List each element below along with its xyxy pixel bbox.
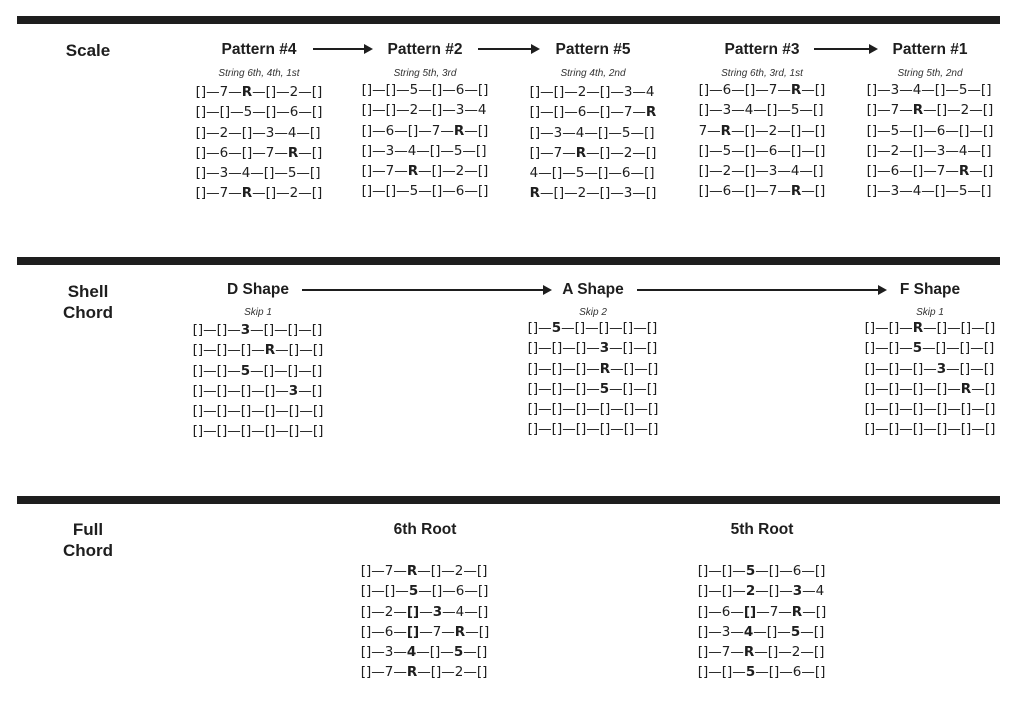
fret-row-5: []—3—4—[]—5—[] [360,644,488,661]
section-divider-scale [17,16,1000,24]
6th-root-title: 6th Root [393,521,457,538]
fret-row-2: []—3—4—[]—5—[] [698,102,824,119]
fret-row-3: 7—R—[]—2—[]—[] [698,122,826,139]
d-shape-subtitle: Skip 1 [244,307,272,318]
fret-row-5: []—2—[]—3—4—[] [698,163,824,180]
fret-row-5: 4—[]—5—[]—6—[] [529,165,655,182]
pattern-4-fretboard [196,82,323,204]
fret-row-3: []—[]—5—[]—[]—[] [192,362,323,379]
f-shape-fretboard [865,318,996,440]
pattern-2-title: Pattern #2 [387,41,463,58]
arrow-icon [302,284,552,296]
fret-row-3: []—3—4—[]—5—[] [529,124,655,141]
fret-row-6: []—6—[]—7—R—[] [698,183,826,200]
arrow-icon [637,284,887,296]
a-shape-title: A Shape [562,281,624,298]
fret-row-3: []—[]—[]—R—[]—[] [527,360,659,377]
fret-row-4: []—6—[]—7—R—[] [360,623,490,640]
fret-row-1: []—[]—5—[]—6—[] [361,82,489,98]
fret-row-3: []—2—[]—3—4—[] [195,124,321,141]
fret-row-6: []—7—R—[]—2—[] [360,664,488,681]
fret-row-1: []—[]—3—[]—[]—[] [192,322,323,338]
fret-row-4: []—2—[]—3—4—[] [866,142,992,159]
a-shape-subtitle: Skip 2 [579,307,607,318]
section-label-shell-chord: Shell Chord [62,282,114,322]
pattern-3-subtitle: String 6th, 3rd, 1st [721,68,803,79]
fret-row-4: []—3—4—[]—5—[] [361,142,487,159]
fret-row-5: []—3—4—[]—5—[] [195,165,321,182]
fret-row-5: []—7—R—[]—2—[] [361,163,489,180]
f-shape-title: F Shape [899,281,961,298]
fret-row-5: []—7—R—[]—2—[] [697,644,825,661]
fret-row-1: []—[]—2—[]—3—4 [529,84,655,100]
section-divider-shell [17,257,1000,265]
pattern-5-title: Pattern #5 [555,41,631,58]
section-label-scale: Scale [65,41,111,60]
fret-row-4: []—[]—[]—[]—3—[] [192,382,323,399]
d-shape-fretboard [193,320,324,442]
fret-row-2: []—[]—5—[]—6—[] [360,583,489,600]
a-shape-fretboard [528,318,659,440]
fret-row-2: []—[]—[]—3—[]—[] [527,340,658,357]
fret-row-3: []—[]—[]—3—[]—[] [864,360,995,377]
fret-row-6: []—[]—[]—[]—[]—[] [864,421,996,438]
fret-row-6: []—[]—5—[]—6—[] [697,664,826,681]
fret-row-2: []—[]—5—[]—[]—[] [864,340,995,357]
fret-row-5: []—[]—[]—[]—[]—[] [192,403,324,420]
fret-row-1: []—3—4—[]—5—[] [866,82,992,98]
fret-row-4: []—[]—[]—5—[]—[] [527,380,658,397]
pattern-1-title: Pattern #1 [892,41,968,58]
fret-row-4: []—3—4—[]—5—[] [697,623,825,640]
pattern-3-title: Pattern #3 [724,41,800,58]
fret-row-4: []—[]—[]—[]—R—[] [864,380,996,397]
5th-root-title: 5th Root [730,521,794,538]
fret-row-1: []—7—R—[]—2—[] [360,563,488,579]
pattern-1-subtitle: String 5th, 2nd [897,68,963,79]
fret-row-3: []—6—[]—7—R—[] [697,603,827,620]
fret-row-2: []—[]—5—[]—6—[] [195,104,323,121]
d-shape-title: D Shape [226,281,290,298]
fret-row-4: []—7—R—[]—2—[] [529,144,657,161]
5th-root-fretboard [698,561,827,683]
fret-row-1: []—7—R—[]—2—[] [195,84,323,100]
section-divider-full [17,496,1000,504]
fret-row-2: []—[]—6—[]—7—R [529,104,657,121]
fret-row-5: []—[]—[]—[]—[]—[] [527,401,659,418]
section-label-full-chord: Full Chord [62,520,114,560]
fret-row-6: []—[]—[]—[]—[]—[] [527,421,659,438]
fret-row-5: []—6—[]—7—R—[] [866,163,994,180]
fret-row-1: []—5—[]—[]—[]—[] [527,320,658,336]
arrow-icon [814,43,878,55]
fret-row-6: R—[]—2—[]—3—[] [529,185,657,202]
fret-row-6: []—[]—[]—[]—[]—[] [192,423,324,440]
fret-row-4: []—5—[]—6—[]—[] [698,142,826,159]
fret-row-2: []—[]—2—[]—3—4 [361,102,487,119]
fret-row-2: []—[]—[]—R—[]—[] [192,342,324,359]
6th-root-fretboard [361,561,490,683]
pattern-2-fretboard [362,80,489,202]
pattern-1-fretboard [867,80,994,202]
fret-row-4: []—6—[]—7—R—[] [195,144,323,161]
fret-row-1: []—[]—R—[]—[]—[] [864,320,996,336]
fret-row-2: []—[]—2—[]—3—4 [697,583,825,600]
arrow-icon [478,43,540,55]
fret-row-6: []—3—4—[]—5—[] [866,183,992,200]
fret-row-1: []—[]—5—[]—6—[] [697,563,826,579]
pattern-5-subtitle: String 4th, 2nd [560,68,626,79]
fret-row-3: []—5—[]—6—[]—[] [866,122,994,139]
arrow-icon [313,43,373,55]
pattern-4-subtitle: String 6th, 4th, 1st [218,68,300,79]
pattern-3-fretboard [699,80,826,202]
fret-row-6: []—[]—5—[]—6—[] [361,183,489,200]
fret-row-3: []—6—[]—7—R—[] [361,122,489,139]
fret-row-5: []—[]—[]—[]—[]—[] [864,401,996,418]
f-shape-subtitle: Skip 1 [916,307,944,318]
fret-row-2: []—7—R—[]—2—[] [866,102,994,119]
fret-row-1: []—6—[]—7—R—[] [698,82,826,98]
pattern-5-fretboard [530,82,657,204]
pattern-4-title: Pattern #4 [221,41,297,58]
fret-row-6: []—7—R—[]—2—[] [195,185,323,202]
fret-row-3: []—2—[]—3—4—[] [360,603,489,620]
pattern-2-subtitle: String 5th, 3rd [393,68,457,79]
